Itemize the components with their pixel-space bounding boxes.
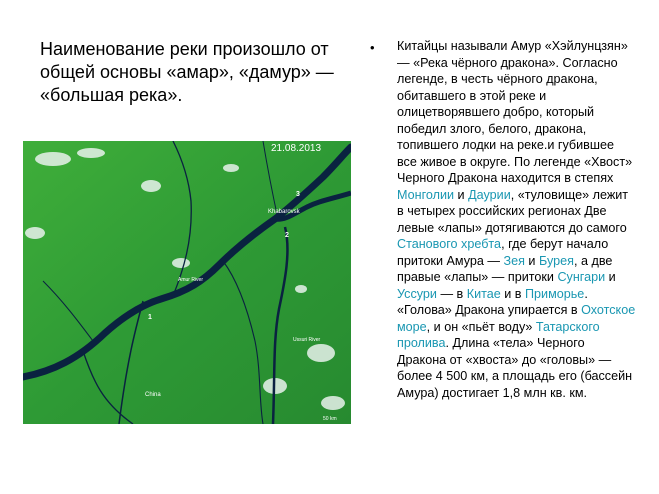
china-label: China (145, 392, 161, 398)
text-segment: — в (436, 286, 467, 301)
link-mongolia[interactable]: Монголии (397, 187, 455, 202)
text-segment: , «туловище» лежит в четырех российских регионах Две левые «лапы» дотягиваются до самого (397, 187, 629, 235)
text-segment: и (605, 270, 616, 284)
text-segment: , где берут начало притоки Амура — (397, 237, 609, 268)
link-sungari[interactable]: Сунгари (557, 270, 606, 284)
text-segment: и в (500, 286, 525, 301)
city-label: Khabarovsk (268, 209, 300, 215)
slide-heading: Наименование реки произошло от общей основы «амар», «дамур» — «большая река». (40, 39, 334, 105)
text-segment: Китайцы называли Амур «Хэйлунцзян» — «Река чёрного дракона». Согласно легенде, в честь чёрного дракона, обитавшего в этой реке и олицетворявшего добро, который победил злого, белого, дракона, топившего лодки на реке.и губившее все живое в округе. По легенде «Хвост» Черного Дракона находится в степях (397, 39, 633, 185)
link-zeya[interactable]: Зея (503, 253, 525, 268)
link-stanovoy[interactable]: Станового хребта (397, 237, 502, 251)
text-segment: и (454, 187, 469, 202)
text-segment: . «Голова» Дракона упирается в (397, 286, 588, 317)
text-segment: , и он «пьёт воду» (426, 319, 536, 334)
scale-label: 50 km (323, 416, 337, 422)
satellite-image (23, 141, 351, 424)
link-okhotsk-sea[interactable]: Охотское море (397, 303, 636, 334)
ussuri-river-label: Ussuri River (293, 337, 321, 343)
body-text (397, 38, 637, 401)
text-segment: . Длина «тела» Черного Дракона от «хвоста» до «головы» — более 4 500 км, а площадь его (бассейн Амура) достигает 1,8 млн кв. км. (397, 336, 633, 400)
link-china[interactable]: Китае (466, 286, 501, 301)
image-date: 21.08.2013 (271, 143, 322, 154)
text-segment: , а две правые «лапы» — притоки (397, 253, 613, 284)
link-dauria[interactable]: Даурии (468, 187, 511, 202)
marker-2: 2 (285, 232, 289, 239)
marker-1: 1 (148, 314, 152, 321)
marker-3: 3 (296, 191, 300, 198)
link-tatar-strait[interactable]: Татарского пролива (397, 319, 600, 350)
link-bureya[interactable]: Бурея (538, 253, 574, 268)
link-primorye[interactable]: Приморье (524, 286, 585, 301)
bullet-marker: • (370, 40, 375, 55)
amur-river-label: Amur River (178, 277, 204, 283)
text-segment: и (524, 253, 539, 268)
link-ussuri[interactable]: Уссури (397, 286, 437, 301)
